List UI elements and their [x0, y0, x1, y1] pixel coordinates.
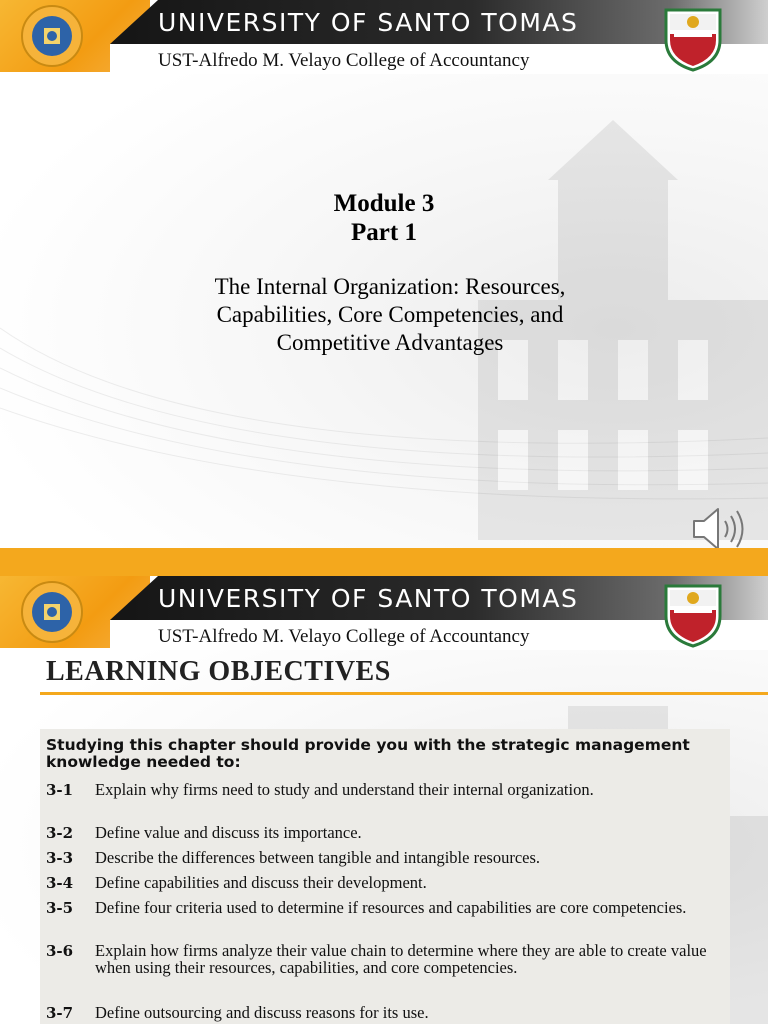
university-title: UNIVERSITY OF SANTO TOMAS	[158, 8, 579, 37]
learning-objectives-title: LEARNING OBJECTIVES	[46, 656, 391, 687]
slide-separator	[0, 548, 768, 576]
objectives-intro: Studying this chapter should provide you with the strategic management knowledge needed to:	[46, 736, 690, 771]
objective-number: 3-1	[46, 781, 74, 799]
objective-text: Explain why firms need to study and understand their internal organization.	[95, 780, 594, 799]
objective-text: Describe the differences between tangible and intangible resources.	[95, 848, 541, 867]
objectives-box	[40, 729, 730, 1024]
slide-header	[0, 0, 768, 72]
objective-text: Define capabilities and discuss their development.	[95, 873, 427, 892]
module-title: Module 3	[333, 190, 435, 217]
objective-text: Define four criteria used to determine if resources and capabilities are core competencies.	[95, 898, 687, 917]
objective-text: Define value and discuss its importance.	[95, 823, 362, 842]
objective-number: 3-5	[46, 899, 74, 917]
ust-seal-icon	[16, 4, 92, 68]
subtitle-line: Capabilities, Core Competencies, and	[216, 302, 564, 327]
ust-seal-icon	[16, 580, 92, 644]
objective-number: 3-2	[46, 824, 74, 842]
objective-text: Define outsourcing and discuss reasons for its use.	[95, 1003, 429, 1022]
objective-number: 3-4	[46, 874, 74, 892]
subtitle-line: Competitive Advantages	[276, 330, 504, 355]
module-part: Part 1	[351, 219, 417, 246]
ust-crest-icon	[662, 4, 724, 72]
module-subtitle	[150, 273, 630, 357]
objective-number: 3-6	[46, 942, 74, 960]
college-name: UST-Alfredo M. Velayo College of Accountancy	[158, 626, 530, 647]
objective-number: 3-3	[46, 849, 74, 867]
slide-2	[0, 576, 768, 1024]
objective-number: 3-7	[46, 1004, 74, 1022]
speaker-icon[interactable]	[690, 504, 750, 548]
university-title: UNIVERSITY OF SANTO TOMAS	[158, 584, 579, 613]
slide-header	[0, 576, 768, 648]
title-underline	[40, 692, 768, 695]
subtitle-line: The Internal Organization: Resources,	[214, 274, 566, 299]
college-name: UST-Alfredo M. Velayo College of Accountancy	[158, 50, 530, 71]
ust-crest-icon	[662, 580, 724, 648]
objective-text: Explain how firms analyze their value chain to determine where they are able to create value when using their resources, capabilities, and core competencies.	[95, 941, 707, 977]
